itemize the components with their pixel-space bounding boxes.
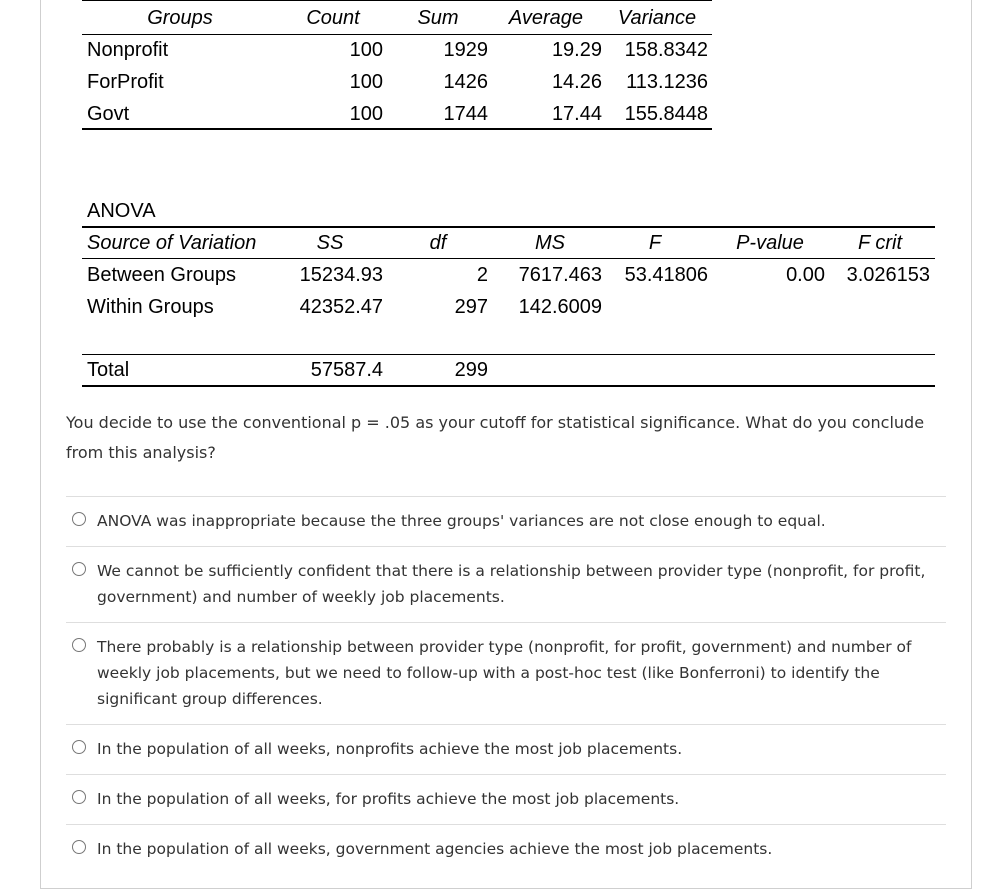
summary-header-rule <box>82 34 712 35</box>
answer-option-label: ANOVA was inappropriate because the three groups' variances are not close enough to equal. <box>97 512 826 530</box>
anova-within-df: 297 <box>454 296 488 318</box>
radio-button[interactable] <box>72 840 86 854</box>
anova-header-df: df <box>429 232 447 254</box>
anova-total-ss: 57587.4 <box>310 359 383 381</box>
summary-cell-group: Nonprofit <box>87 39 169 61</box>
answer-option[interactable] <box>66 824 946 874</box>
anova-total-label: Total <box>87 359 130 381</box>
anova-top-rule <box>82 226 935 228</box>
summary-cell-variance: 155.8448 <box>624 103 708 125</box>
anova-between-ms: 7617.463 <box>518 264 602 286</box>
anova-within-ss: 42352.47 <box>299 296 383 318</box>
anova-bottom-rule <box>82 385 935 387</box>
anova-between-f: 53.41806 <box>624 264 708 286</box>
radio-button[interactable] <box>72 790 86 804</box>
anova-within-ms: 142.6009 <box>518 296 602 318</box>
radio-button[interactable] <box>72 740 86 754</box>
anova-header-ms: MS <box>535 232 565 254</box>
answer-option-label: We cannot be sufficiently confident that there is a relationship between provider type (nonprofit, for profit, government) and number of weekly job placements. <box>97 562 926 606</box>
answer-option[interactable] <box>66 774 946 824</box>
summary-cell-group: Govt <box>87 103 130 125</box>
summary-header-count: Count <box>306 7 360 29</box>
radio-button[interactable] <box>72 562 86 576</box>
summary-cell-count: 100 <box>349 71 383 93</box>
anova-between-fcrit: 3.026153 <box>846 264 930 286</box>
summary-cell-average: 17.44 <box>551 103 602 125</box>
radio-button[interactable] <box>72 638 86 652</box>
summary-cell-sum: 1744 <box>443 103 488 125</box>
anova-between-df: 2 <box>476 264 488 286</box>
summary-header-variance: Variance <box>617 7 697 29</box>
anova-between-pvalue: 0.00 <box>786 264 825 286</box>
answer-option-label: In the population of all weeks, nonprofits achieve the most job placements. <box>97 740 683 758</box>
summary-cell-count: 100 <box>349 103 383 125</box>
anova-header-pvalue: P-value <box>736 232 804 254</box>
answer-option-label: In the population of all weeks, government agencies achieve the most job placements. <box>97 840 773 858</box>
anova-within-label: Within Groups <box>87 296 214 318</box>
question-text: You decide to use the conventional p = .05 as your cutoff for statistical significance. What do you conclude from this analysis? <box>66 413 925 462</box>
summary-header-average: Average <box>508 7 584 29</box>
summary-header-sum: Sum <box>417 7 459 29</box>
summary-bottom-rule <box>82 128 712 130</box>
summary-header-groups: Groups <box>147 7 213 29</box>
radio-button[interactable] <box>72 512 86 526</box>
anova-total-rule <box>82 354 935 355</box>
summary-cell-variance: 113.1236 <box>626 71 708 93</box>
summary-cell-count: 100 <box>349 39 383 61</box>
summary-cell-group: ForProfit <box>87 71 164 93</box>
anova-header-fcrit: F crit <box>857 232 903 254</box>
anova-between-ss: 15234.93 <box>299 264 383 286</box>
anova-header-f: F <box>648 232 662 254</box>
answer-option-label: In the population of all weeks, for profits achieve the most job placements. <box>97 790 680 808</box>
answer-option-label: There probably is a relationship between provider type (nonprofit, for profit, government) and number of weekly job placements, but we need to follow-up with a post-hoc test (like Bonferroni) to identify the significant group differences. <box>97 638 912 708</box>
summary-top-rule <box>82 0 712 1</box>
answer-option[interactable] <box>66 546 946 622</box>
answer-options <box>66 496 946 874</box>
anova-title: ANOVA <box>87 200 156 222</box>
answer-option[interactable] <box>66 622 946 724</box>
anova-header-rule <box>82 258 935 259</box>
summary-cell-sum: 1929 <box>443 39 488 61</box>
anova-between-label: Between Groups <box>87 264 236 286</box>
answer-option[interactable] <box>66 724 946 774</box>
summary-cell-sum: 1426 <box>443 71 488 93</box>
summary-cell-variance: 158.8342 <box>624 39 708 61</box>
summary-cell-average: 14.26 <box>551 71 602 93</box>
anova-total-df: 299 <box>454 359 488 381</box>
summary-cell-average: 19.29 <box>551 39 602 61</box>
answer-option[interactable] <box>66 496 946 546</box>
anova-header-source: Source of Variation <box>87 232 257 254</box>
anova-header-ss: SS <box>316 232 344 254</box>
